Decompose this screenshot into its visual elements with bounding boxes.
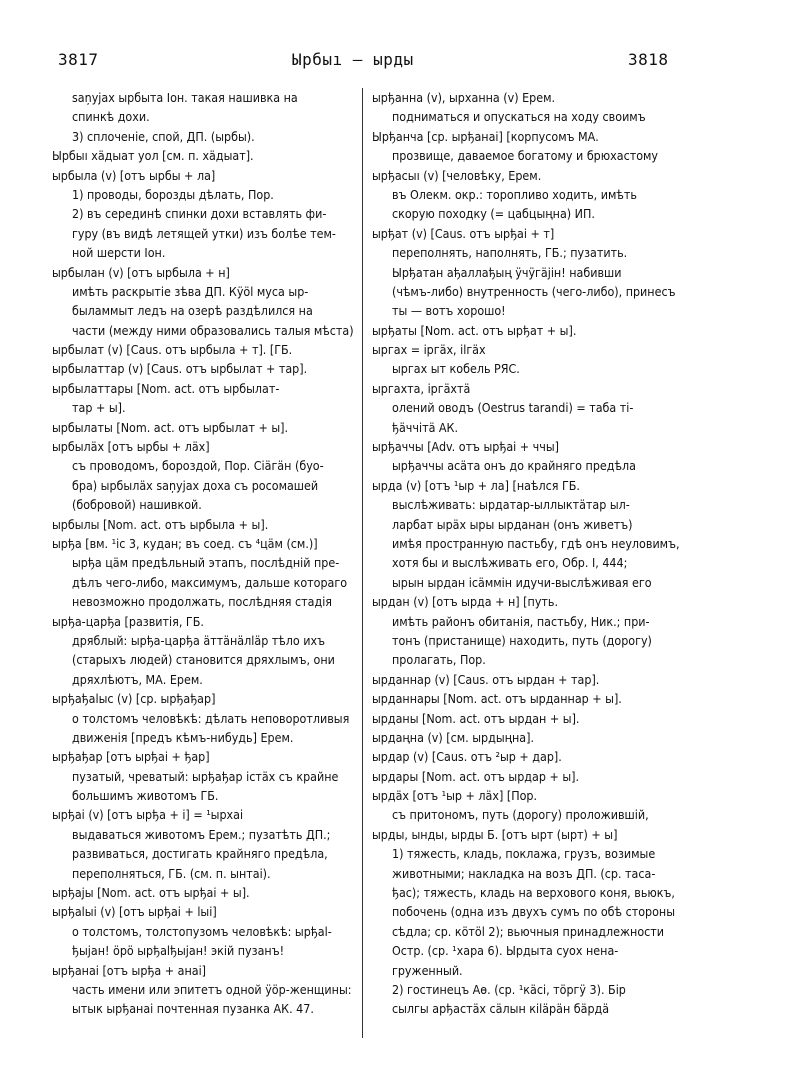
entry-body-line: гуру (въ видѣ летящей утки) изъ болѣе тем- [72, 225, 336, 241]
entry-body-line: большимъ животомъ ГБ. [72, 788, 219, 804]
entry-body-line: Ырђатан ађаллађың ÿчÿгäјін! набивши [392, 264, 622, 280]
entry-headword-line: ырды, ынды, ырды Б. [отъ ырт (ырт) + ы] [372, 826, 618, 842]
entry-body-line: 1) проводы, борозды дѣлать, Пор. [72, 186, 274, 202]
entry-headword-line: ырђасыı (v) [человѣку, Ерем. [372, 167, 542, 183]
entry-body-line: пузатый, чреватый: ырђађар істäх съ крайне [72, 768, 339, 784]
entry-body-line: хотя бы и выслѣживать его, Обр. І, 444; [392, 555, 628, 571]
entry-body-line: съ притономъ, путь (дорогу) проложившій, [392, 807, 649, 823]
entry-headword-line: ырђајы [Nom. act. отъ ырђаі + ы]. [52, 885, 250, 901]
entry-headword-line: ырђађаlыс (v) [ср. ырђађар] [52, 691, 216, 707]
entry-headword-line: ырбылаттар (v) [Caus. отъ ырбылат + тар]. [52, 361, 308, 377]
entry-body-line: ырын ырдан ісäммін идучи-выслѣживая его [392, 574, 652, 590]
entry-headword-line: ырбылы [Nom. act. отъ ырбыла + ы]. [52, 516, 269, 532]
entry-headword-line: Ырбыı хäдыат уол [см. п. хäдыат]. [52, 148, 254, 164]
entry-body-line: быламмыт ледъ на озерѣ раздѣлился на [72, 303, 313, 319]
entry-headword-line: ырдаңна (v) [см. ырдыңна]. [372, 729, 535, 745]
entry-body-line: подниматься и опускаться на ходу своимъ [392, 109, 646, 125]
right-page-number: 3818 [628, 50, 669, 69]
entry-body-line: saņyjax ырбыта Іон. такая нашивка на [72, 90, 298, 105]
entry-body-line: ђäччітä АК. [392, 419, 459, 435]
entry-body-line: въ Олекм. окр.: торопливо ходить, имѣть [392, 186, 637, 202]
entry-headword-line: ырдар (v) [Caus. отъ ²ыр + дар]. [372, 749, 562, 765]
page-header [0, 48, 800, 78]
entry-body-line: 2) гостинецъ Аө. (ср. ¹кäсі, тöргÿ 3). Бір [392, 981, 626, 997]
entry-body-line: груженный. [392, 962, 463, 978]
left-page-number: 3817 [58, 50, 99, 69]
running-head: Ырбыı — ырды [292, 50, 414, 69]
entry-body-line: выслѣживать: ырдатар-ыллыктäтар ыл- [392, 497, 630, 513]
entry-body-line: тонъ (пристанище) находить, путь (дорогу) [392, 632, 652, 648]
entry-headword-line: ырђаччы [Adv. отъ ырђаі + ччы] [372, 439, 560, 455]
entry-headword-line: ыргах = іргäх, ilгäх [372, 342, 486, 358]
entry-body-line: невозможно продолжать, послѣдняя стадія [72, 594, 333, 610]
entry-body-line: ђас); тяжесть, кладь на верхового коня, вьюкъ, [392, 885, 675, 901]
entry-headword-line: ырђа [вм. ¹іс 3, кудан; въ соед. съ ⁴цäм (см.)] [52, 535, 318, 551]
entry-headword-line: ырдан (v) [отъ ырда + н] [путь. [372, 594, 559, 610]
entry-headword-line: ырђанна (v), ырханна (v) Ерем. [372, 90, 556, 105]
entry-body-line: переполняться, ГБ. (см. п. ынтаі). [72, 865, 271, 881]
entry-headword-line: ырдäх [отъ ¹ыр + лäх] [Пор. [372, 788, 538, 804]
entry-body-line: 3) сплоченіе, спой, ДП. (ырбы). [72, 128, 255, 144]
entry-body-line: ђыјан! öрö ырђаlђыјан! экій пузанъ! [72, 943, 285, 959]
entry-headword-line: ырда (v) [отъ ¹ыр + ла] [наѣлся ГБ. [372, 477, 580, 493]
entry-body-line: о толстомъ человѣкѣ: дѣлать неповоротливыя [72, 710, 350, 726]
entry-headword-line: ырбылäх [отъ ырбы + лäх] [52, 439, 210, 455]
entry-headword-line: ырбылаты [Nom. act. отъ ырбылат + ы]. [52, 419, 289, 435]
entry-headword-line: ырђат (v) [Caus. отъ ырђаі + т] [372, 225, 555, 241]
entry-body-line: 2) въ серединѣ спинки дохи вставлять фи- [72, 206, 327, 222]
entry-headword-line: ыргахта, іргäхтä [372, 380, 471, 396]
entry-body-line: пролагать, Пор. [392, 652, 486, 668]
entry-body-line: ларбат ырäх ыры ырданан (онъ живетъ) [392, 516, 633, 532]
entry-headword-line: ырданы [Nom. act. отъ ырдан + ы]. [372, 710, 580, 726]
entry-body-line: ной шерсти Іон. [72, 245, 166, 261]
entry-body-line: выдаваться животомъ Ерем.; пузатѣть ДП.; [72, 826, 331, 842]
entry-body-line: (старыхъ людей) становится дряхлымъ, они [72, 652, 335, 668]
entry-body-line: дряблый: ырђа-царђа äттäнäлläр тѣло ихъ [72, 632, 325, 648]
entry-headword-line: ырбылаттары [Nom. act. отъ ырбылат- [52, 380, 280, 396]
entry-headword-line: ырђаlыі (v) [отъ ырђаі + lыі] [52, 904, 217, 920]
entry-headword-line: Ырђанча [ср. ырђанаі] [корпусомъ МА. [372, 128, 599, 144]
entry-headword-line: ырђађар [отъ ырђаі + ђар] [52, 749, 210, 765]
entry-body-line: Остр. (ср. ¹хара 6). Ырдыта суох нена- [392, 943, 619, 959]
entry-body-line: побочень (одна изъ двухъ сумъ по обѣ стороны [392, 904, 676, 920]
left-column [52, 88, 412, 1063]
entry-body-line: дѣлъ чего-либо, максимумъ, дальше котораго [72, 574, 348, 590]
entry-body-line: съ проводомъ, бороздой, Пор. Сіäгäн (буо- [72, 458, 324, 474]
entry-body-line: переполнять, наполнять, ГБ.; пузатить. [392, 245, 628, 261]
entry-body-line: развиваться, достигать крайняго предѣла, [72, 846, 328, 862]
entry-headword-line: ырђанаі [отъ ырђа + анаі] [52, 962, 207, 978]
entry-body-line: ты — вотъ хорошо! [392, 303, 506, 319]
column-divider [362, 88, 363, 1038]
entry-body-line: прозвище, даваемое богатому и брюхастому [392, 148, 659, 164]
entry-body-line: сѣдла; ср. кöтöl 2); вьючныя принадлежности [392, 923, 664, 939]
entry-body-line: 1) тяжесть, кладь, поклажа, грузъ, возимые [392, 846, 656, 862]
entry-headword-line: ырђаты [Nom. act. отъ ырђат + ы]. [372, 322, 577, 338]
entry-headword-line: ырдары [Nom. act. отъ ырдар + ы]. [372, 768, 580, 784]
right-column [372, 88, 744, 1063]
entry-body-line: (бобровой) нашивкой. [72, 497, 202, 513]
entry-body-line: спинкѣ дохи. [72, 109, 150, 125]
entry-body-line: животными; накладка на возъ ДП. (ср. таса- [392, 865, 656, 881]
entry-body-line: ытык ырђанаі почтенная пузанка АК. 47. [72, 1001, 314, 1017]
entry-headword-line: ырданнары [Nom. act. отъ ырданнар + ы]. [372, 691, 622, 707]
entry-body-line: части (между ними образовались талыя мѣста) [72, 322, 354, 338]
entry-body-line: имѣя пространную пастьбу, гдѣ онъ неуловимъ, [392, 535, 680, 551]
entry-headword-line: ырђаі (v) [отъ ырђа + і] = ¹ырхаі [52, 807, 244, 823]
entry-body-line: дряхлѣютъ, МА. Ерем. [72, 671, 203, 687]
entry-body-line: ырђа цäм предѣльный этапъ, послѣдній пре- [72, 555, 340, 571]
entry-headword-line: ырданнар (v) [Caus. отъ ырдан + тар]. [372, 671, 600, 687]
entry-body-line: имѣть раскрытіе зѣва ДП. Кÿöl муса ыр- [72, 283, 309, 299]
entry-body-line: тар + ы]. [72, 400, 126, 416]
entry-body-line: ырђаччы асäта онъ до крайняго предѣла [392, 458, 636, 474]
entry-body-line: о толстомъ, толстопузомъ человѣкѣ: ырђаl- [72, 923, 332, 939]
entry-body-line: сылгы арђастäх сäлын кіläрäн бäрдä [392, 1001, 610, 1017]
entry-headword-line: ырбылат (v) [Caus. отъ ырбыла + т]. [ГБ. [52, 342, 293, 358]
entry-body-line: ыргах ыт кобель РЯС. [392, 361, 520, 377]
entry-headword-line: ырђа-царђа [развитія, ГБ. [52, 613, 204, 629]
entry-body-line: часть имени или эпитетъ одной ÿöр-женщины: [72, 981, 352, 997]
entry-body-line: олений оводъ (Oestrus tarandi) = таба ті- [392, 400, 634, 416]
entry-body-line: (чѣмъ-либо) внутренность (чего-либо), принесъ [392, 283, 676, 299]
entry-headword-line: ырбыла (v) [отъ ырбы + ла] [52, 167, 216, 183]
entry-body-line: движенія [предъ кѣмъ-нибудь] Ерем. [72, 729, 294, 745]
entry-body-line: бра) ырбылäх saņyjax доха съ росомашей [72, 477, 319, 493]
entry-headword-line: ырбылан (v) [отъ ырбыла + н] [52, 264, 230, 280]
entry-body-line: имѣть районъ обитанія, пастьбу, Ник.; при- [392, 613, 650, 629]
entry-body-line: скорую походку (= цабцыңна) ИП. [392, 206, 595, 222]
